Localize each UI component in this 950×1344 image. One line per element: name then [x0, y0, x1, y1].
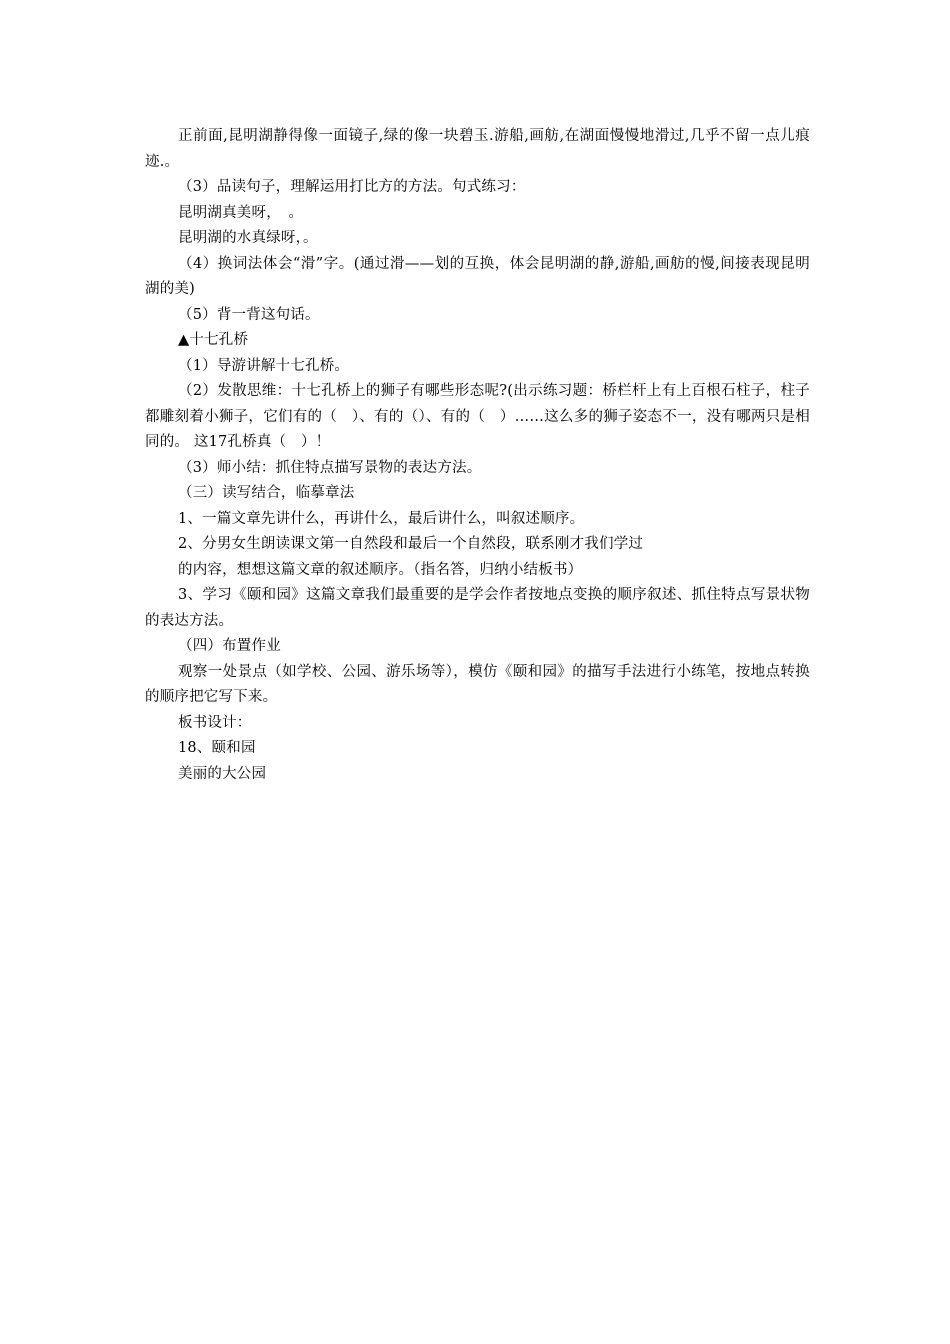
document-body: [145, 124, 810, 787]
paragraph-section-3-item-2-cont: 的内容，想想这篇文章的叙述顺序。（指名答，归纳小结板书）: [178, 561, 583, 578]
paragraph-step-4-word-substitution: （4）换词法体会“滑”字。(通过滑——划的互换，体会昆明湖的静,游船,画舫的慢,间接表现昆明湖的美): [145, 255, 810, 297]
heading-seventeen-arch-bridge: ▲十七孔桥: [178, 332, 249, 348]
paragraph-section-3-item-1: 1、一篇文章先讲什么，再讲什么，最后讲什么，叫叙述顺序。: [178, 510, 585, 527]
paragraph-board-title: 18、颐和园: [178, 740, 256, 756]
paragraph-exercise-2: 昆明湖的水真绿呀，。: [178, 230, 318, 246]
paragraph-board-subtitle: 美丽的大公园: [178, 765, 267, 782]
paragraph-step-5-recite: （5）背一背这句话。: [178, 306, 320, 323]
paragraph-exercise-1: 昆明湖真美呀， 。: [178, 204, 304, 221]
paragraph-bridge-step-1: （1）导游讲解十七孔桥。: [178, 357, 350, 374]
paragraph-step-3-read-sentence: （3）品读句子，理解运用打比方的方法。句式练习：: [178, 179, 526, 195]
heading-section-3: （三）读写结合，临摹章法: [178, 485, 355, 501]
paragraph-board-design-label: 板书设计：: [178, 714, 252, 731]
heading-section-4: （四）布置作业: [178, 638, 281, 654]
paragraph-bridge-step-2: （2）发散思维：十七孔桥上的狮子有哪些形态呢?(出示练习题：桥栏杆上有上百根石柱子，柱子都雕刻着小狮子，它们有的（ ）、有的（）、有的（ ）……这么多的狮子姿态不一，没有哪两只是相同的。 这17孔桥真（ ）！: [145, 383, 810, 450]
paragraph-bridge-step-3: （3）师小结：抓住特点描写景物的表达方法。: [178, 459, 482, 476]
paragraph-section-3-item-2: 2、分男女生朗读课文第一自然段和最后一个自然段，联系刚才我们学过: [178, 536, 644, 552]
paragraph-homework: 观察一处景点（如学校、公园、游乐场等），模仿《颐和园》的描写手法进行小练笔，按地点转换的顺序把它写下来。: [145, 663, 810, 705]
paragraph-kunming-lake-description: 正前面,昆明湖静得像一面镜子,绿的像一块碧玉.游船,画舫,在湖面慢慢地滑过,几乎不留一点儿痕迹.。: [145, 128, 810, 170]
paragraph-section-3-item-3: 3、学习《颐和园》这篇文章我们最重要的是学会作者按地点变换的顺序叙述、抓住特点写景状物的表达方法。: [145, 587, 810, 629]
